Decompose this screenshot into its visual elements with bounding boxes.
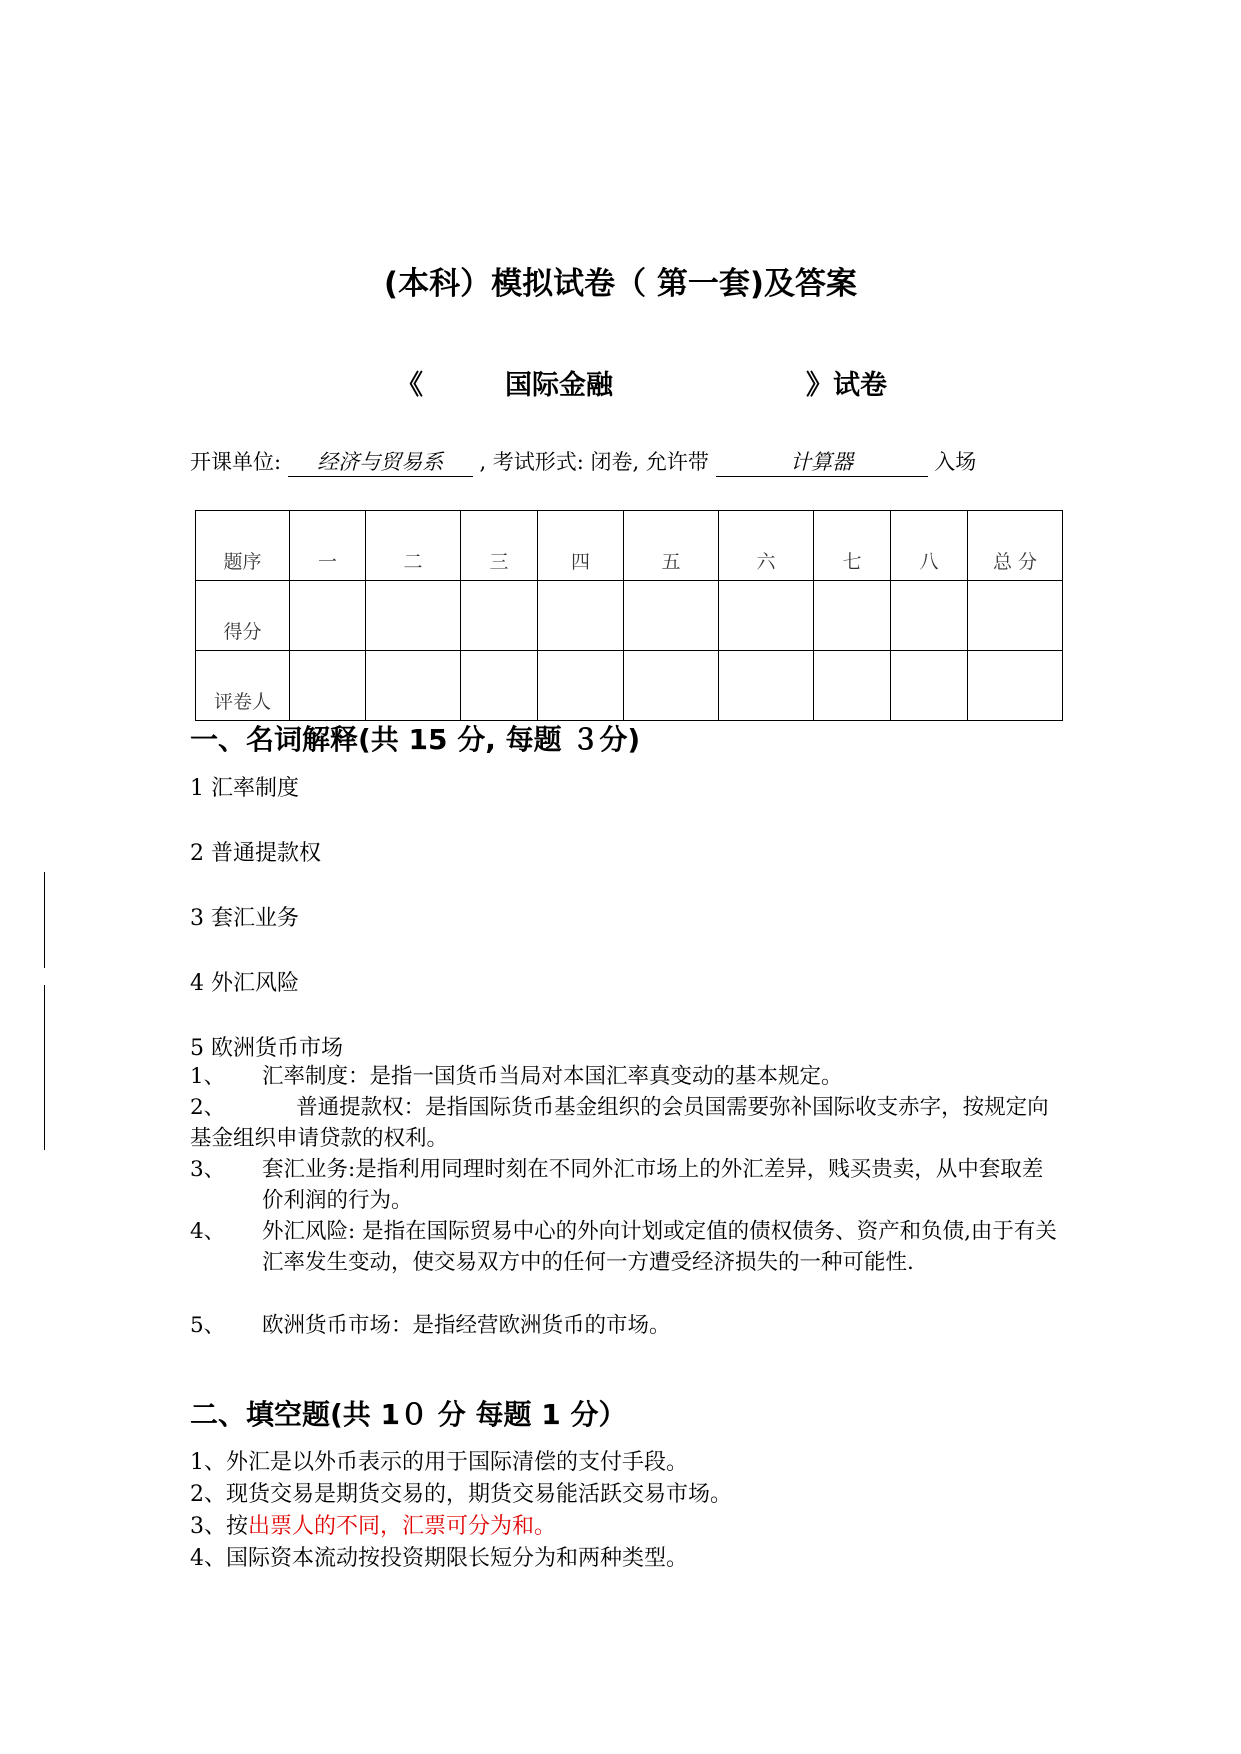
score-row	[196, 581, 1063, 651]
row-label: 得分	[196, 581, 290, 651]
term-item: 5 欧洲货币市场	[190, 1036, 343, 1061]
fill-blank-item	[190, 1509, 556, 1540]
allowed-item-value: 计算器	[716, 446, 928, 477]
header-cell: 七	[814, 511, 891, 581]
score-cell	[624, 581, 719, 651]
fill-blank-text: 3、按	[190, 1514, 248, 1539]
course-name: 国际金融	[505, 370, 613, 401]
score-table	[195, 510, 1063, 721]
answer-number: 5、	[190, 1313, 226, 1338]
score-cell	[719, 581, 814, 651]
page-title: (本科）模拟试卷（ 第一套)及答案	[383, 266, 858, 302]
grader-cell	[968, 651, 1063, 721]
score-cell	[538, 581, 624, 651]
answer-number: 2、	[190, 1095, 226, 1120]
grader-cell	[538, 651, 624, 721]
header-cell: 一	[290, 511, 366, 581]
header-cell: 总 分	[968, 511, 1063, 581]
term-item: 1 汇率制度	[190, 776, 299, 801]
header-cell: 五	[624, 511, 719, 581]
score-cell	[968, 581, 1063, 651]
answer-item	[190, 1154, 1060, 1216]
unit-value: 经济与贸易系	[288, 446, 473, 477]
header-cell: 题序	[196, 511, 290, 581]
grader-cell	[719, 651, 814, 721]
enter-label: 入场	[934, 450, 977, 474]
exam-form-label: , 考试形式: 闭卷, 允许带	[479, 450, 709, 474]
score-cell	[461, 581, 538, 651]
answer-item	[190, 1061, 1060, 1092]
fill-blank-item	[190, 1477, 732, 1508]
row-label: 评卷人	[196, 651, 290, 721]
fill-blank-item	[190, 1445, 688, 1476]
fill-blank-item	[190, 1541, 688, 1572]
score-table-header-row	[196, 511, 1063, 581]
header-cell: 二	[366, 511, 461, 581]
header-cell: 三	[461, 511, 538, 581]
answer-text: 普通提款权：是指国际货币基金组织的会员国需要弥补国际收支赤字，按规定向基金组织申请贷款的权利。	[190, 1095, 1049, 1151]
score-cell	[891, 581, 968, 651]
exam-info-line	[190, 446, 976, 477]
answer-text: 外汇风险: 是指在国际贸易中心的外向计划或定值的债权债务、资产和负债,由于有关汇率发生变动，使交易双方中的任何一方遭受经济损失的一种可能性.	[262, 1219, 1057, 1275]
grader-cell	[290, 651, 366, 721]
answer-number: 3、	[190, 1157, 226, 1182]
score-cell	[366, 581, 461, 651]
term-item: 2 普通提款权	[190, 841, 321, 866]
grader-cell	[624, 651, 719, 721]
grader-cell	[366, 651, 461, 721]
course-open-bracket: 《	[396, 370, 423, 401]
grader-cell	[891, 651, 968, 721]
header-cell: 八	[891, 511, 968, 581]
term-item: 3 套汇业务	[190, 906, 299, 931]
grader-cell	[461, 651, 538, 721]
header-cell: 四	[538, 511, 624, 581]
answer-text: 汇率制度：是指一国货币当局对本国汇率真变动的基本规定。	[262, 1064, 843, 1089]
fill-blank-text: 2、现货交易是期货交易的，期货交易能活跃交易市场。	[190, 1482, 732, 1507]
answer-number: 4、	[190, 1219, 226, 1244]
answer-text: 套汇业务:是指利用同理时刻在不同外汇市场上的外汇差异，贱买贵卖，从中套取差价利润的行为。	[262, 1157, 1044, 1213]
answer-number: 1、	[190, 1064, 226, 1089]
score-cell	[290, 581, 366, 651]
fill-blank-text: 4、国际资本流动按投资期限长短分为和两种类型。	[190, 1546, 688, 1571]
answer-item	[190, 1092, 1060, 1154]
grader-cell	[814, 651, 891, 721]
answer-text: 欧洲货币市场：是指经营欧洲货币的市场。	[262, 1313, 671, 1338]
course-close-bracket: 》试卷	[806, 370, 887, 401]
header-cell: 六	[719, 511, 814, 581]
score-cell	[814, 581, 891, 651]
binding-line-upper	[44, 872, 45, 968]
fill-blank-red-text: 出票人的不同，汇票可分为和。	[248, 1514, 557, 1539]
term-item: 4 外汇风险	[190, 971, 299, 996]
grader-row	[196, 651, 1063, 721]
binding-line-lower	[44, 985, 45, 1150]
answer-item	[190, 1310, 1060, 1341]
section2-heading: 二、填空题(共 1０ 分 每题 1 分）	[190, 1398, 627, 1431]
answer-item	[190, 1216, 1060, 1278]
section1-heading: 一、名词解释(共 15 分, 每题 ３分)	[190, 723, 641, 756]
fill-blank-text: 1、外汇是以外币表示的用于国际清偿的支付手段。	[190, 1450, 688, 1475]
unit-label: 开课单位:	[190, 450, 282, 474]
